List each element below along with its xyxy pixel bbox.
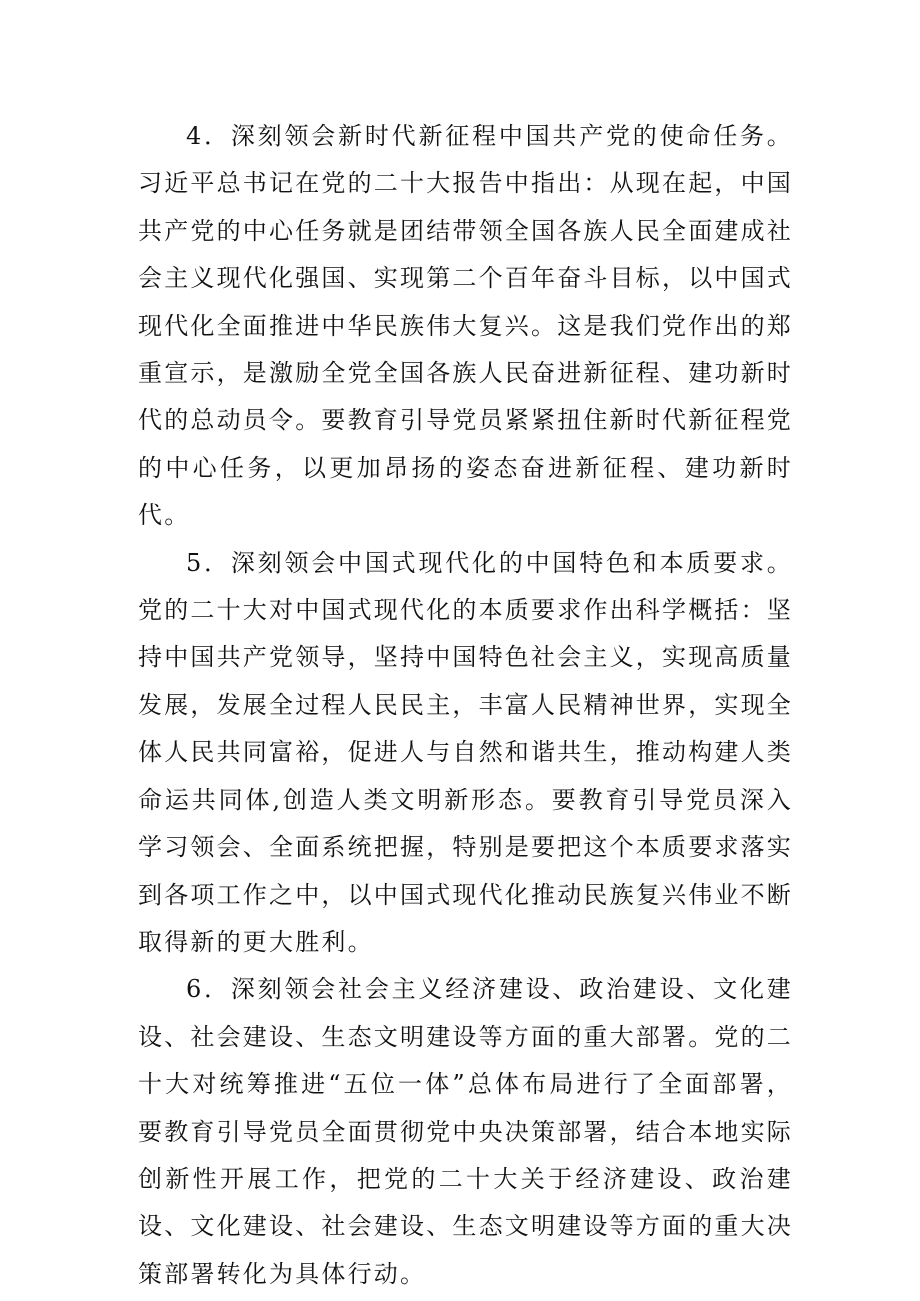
document-body <box>138 113 793 1298</box>
paragraph-6: 6．深刻领会社会主义经济建设、政治建设、文化建设、社会建设、生态文明建设等方面的重大部署。党的二十大对统筹推进“五位一体”总体布局进行了全面部署，要教育引导党员全面贯彻党中央决策部署，结合本地实际创新性开展工作，把党的二十大关于经济建设、政治建设、文化建设、社会建设、生态文明建设等方面的重大决策部署转化为具体行动。 <box>138 975 793 1288</box>
paragraph-4: 4．深刻领会新时代新征程中国共产党的使命任务。习近平总书记在党的二十大报告中指出：从现在起，中国共产党的中心任务就是团结带领全国各族人民全面建成社会主义现代化强国、实现第二个百年奋斗目标，以中国式现代化全面推进中华民族伟大复兴。这是我们党作出的郑重宣示，是激励全党全国各族人民奋进新征程、建功新时代的总动员令。要教育引导党员紧紧扭住新时代新征程党的中心任务，以更加昂扬的姿态奋进新征程、建功新时代。 <box>138 122 793 530</box>
paragraph-5: 5．深刻领会中国式现代化的中国特色和本质要求。党的二十大对中国式现代化的本质要求作出科学概括：坚持中国共产党领导，坚持中国特色社会主义，实现高质量发展，发展全过程人民民主，丰富人民精神世界，实现全体人民共同富裕，促进人与自然和谐共生，推动构建人类命运共同体,创造人类文明新形态。要教育引导党员深入学习领会、全面系统把握，特别是要把这个本质要求落实到各项工作之中，以中国式现代化推动民族复兴伟业不断取得新的更大胜利。 <box>138 548 793 956</box>
